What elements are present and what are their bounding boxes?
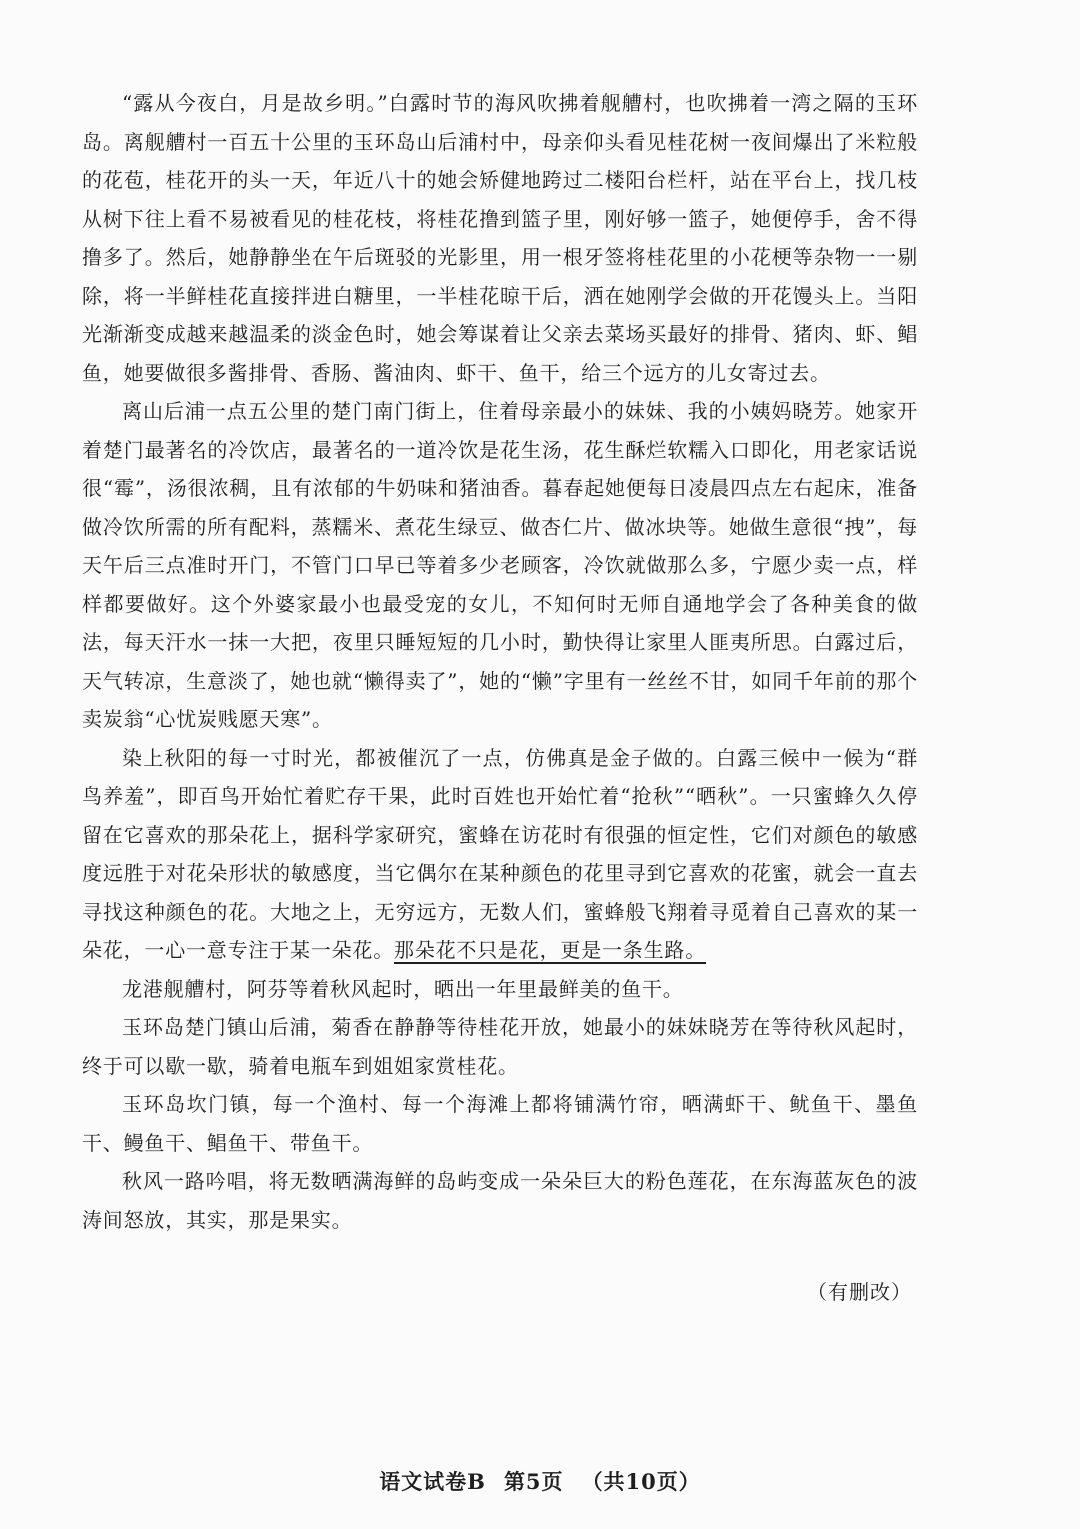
footer-subject: 语文试卷B bbox=[379, 1469, 486, 1494]
paragraph-3 bbox=[82, 739, 918, 970]
edit-note: （有删改） bbox=[807, 1280, 912, 1304]
page-footer bbox=[0, 1466, 1080, 1496]
paragraph-5: 玉环岛楚门镇山后浦，菊香在静静等待桂花开放，她最小的妹妹晓芳在等待秋风起时，终于可以歇一歇，骑着电瓶车到姐姐家赏桂花。 bbox=[82, 1015, 918, 1078]
footer-total-pages: （共10页） bbox=[581, 1469, 701, 1494]
paragraph-6: 玉环岛坎门镇，每一个渔村、每一个海滩上都将铺满竹帘，晒满虾干、鱿鱼干、墨鱼干、鳗鱼干、鲳鱼干、带鱼干。 bbox=[82, 1092, 918, 1155]
paragraph-4: 龙港舰艚村，阿芬等着秋风起时，晒出一年里最鲜美的鱼干。 bbox=[122, 976, 684, 1001]
footer-page-number: 第5页 bbox=[503, 1469, 564, 1494]
underlined-sentence: 那朵花不只是花，更是一条生路。 bbox=[394, 938, 706, 962]
paragraph-7: 秋风一路吟唱，将无数晒满海鲜的岛屿变成一朵朵巨大的粉色莲花，在东海蓝灰色的波涛间怒放，其实，那是果实。 bbox=[82, 1169, 918, 1232]
reading-passage bbox=[82, 84, 918, 1239]
paragraph-2: 离山后浦一点五公里的楚门南门街上，住着母亲最小的妹妹、我的小姨妈晓芳。她家开着楚门最著名的冷饮店，最著名的一道冷饮是花生汤，花生酥烂软糯入口即化，用老家话说很“霉”，汤很浓稠，且有浓郁的牛奶味和猪油香。暮春起她便每日凌晨四点左右起床，准备做冷饮所需的所有配料，蒸糯米、煮花生绿豆、做杏仁片、做冰块等。她做生意很“拽”，每天午后三点准时开门，不管门口早已等着多少老顾客，冷饮就做那么多，宁愿少卖一点，样样都要做好。这个外婆家最小也最受宠的女儿，不知何时无师自通地学会了各种美食的做法，每天汗水一抹一大把，夜里只睡短短的几小时，勤快得让家里人匪夷所思。白露过后，天气转凉，生意淡了，她也就“懒得卖了”，她的“懒”字里有一丝丝不甘，如同千年前的那个卖炭翁“心忧炭贱愿天寒”。 bbox=[82, 399, 918, 731]
paragraph-3-text: 染上秋阳的每一寸时光，都被催沉了一点，仿佛真是金子做的。白露三候中一候为“群鸟养羞”，即百鸟开始忙着贮存干果，此时百姓也开始忙着“抢秋”“晒秋”。一只蜜蜂久久停留在它喜欢的那朵花上，据科学家研究，蜜蜂在访花时有很强的恒定性，它们对颜色的敏感度远胜于对花朵形状的敏感度，当它偶尔在某种颜色的花里寻到它喜欢的花蜜，就会一直去寻找这种颜色的花。大地之上，无穷远方，无数人们，蜜蜂般飞翔着寻觅着自己喜欢的某一朵花，一心一意专注于某一朵花。 bbox=[82, 745, 918, 962]
paragraph-1: “露从今夜白，月是故乡明。”白露时节的海风吹拂着舰艚村，也吹拂着一湾之隔的玉环岛。离舰艚村一百五十公里的玉环岛山后浦村中，母亲仰头看见桂花树一夜间爆出了米粒般的花苞，桂花开的头一天，年近八十的她会矫健地跨过二楼阳台栏杆，站在平台上，找几枝从树下往上看不易被看见的桂花枝，将桂花撸到篮子里，刚好够一篮子，她便停手，舍不得撸多了。然后，她静静坐在午后斑驳的光影里，用一根牙签将桂花里的小花梗等杂物一一剔除，将一半鲜桂花直接拌进白糖里，一半桂花晾干后，洒在她刚学会做的开花馒头上。当阳光渐渐变成越来越温柔的淡金色时，她会筹谋着让父亲去菜场买最好的排骨、猪肉、虾、鲳鱼，她要做很多酱排骨、香肠、酱油肉、虾干、鱼干，给三个远方的儿女寄过去。 bbox=[82, 91, 918, 385]
